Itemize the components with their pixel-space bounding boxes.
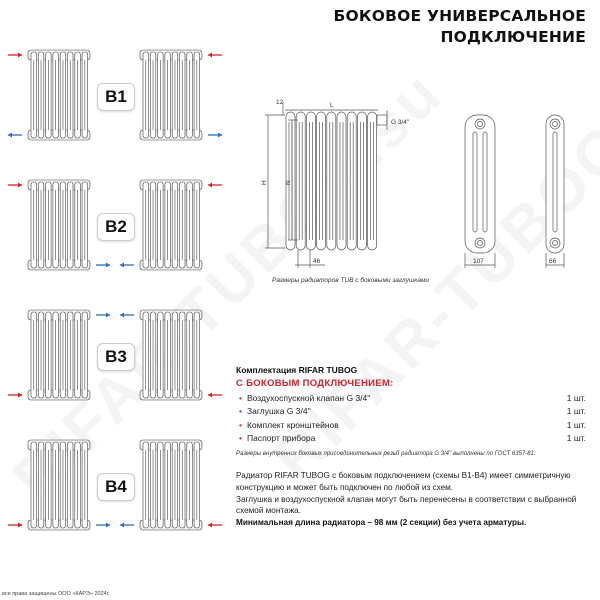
radiator-section: [347, 112, 356, 250]
return-arrow-icon: [96, 263, 110, 268]
radiator: [140, 50, 202, 140]
radiator-section: [317, 112, 326, 250]
scheme-label-b3: B3: [97, 343, 135, 371]
description-p3: Минимальная длина радиатора – 98 мм (2 секции) без учета арматуры.: [236, 518, 527, 528]
supply-arrow-icon: [8, 523, 22, 528]
radiator-section: [368, 112, 377, 250]
kit-item-qty: 1 шт.: [566, 419, 586, 430]
kit-item-qty: 1 шт.: [566, 392, 586, 403]
kit-item-name: Паспорт прибора: [246, 433, 316, 444]
kit-heading: Комплектация RIFAR TUBOG: [236, 365, 358, 375]
radiator-section: [327, 112, 336, 250]
kit-note: Размеры внутренних боковых присоединительных резьб радиатора G 3/4'' выполнены по ГОСТ 6357-81.: [236, 451, 536, 458]
kit-item: [236, 406, 586, 416]
supply-arrow-icon: [208, 393, 222, 398]
return-arrow-icon: [96, 313, 110, 318]
scheme-label-b4: B4: [97, 473, 135, 501]
radiator: [140, 310, 202, 400]
description-p1: Радиатор RIFAR TUBOG с боковым подключением (схемы B1-B4) имеет симметричную конструкцию и может быть подключен по любой из схем.: [236, 471, 571, 492]
bullet-icon: •: [239, 392, 242, 403]
drawing-caption: Размеры радиаторов TUB с боковыми заглушками: [272, 277, 430, 284]
kit-item-name: Воздухоспускной клапан G 3/4'': [246, 392, 371, 403]
technical-drawing: [250, 90, 590, 275]
radiator: [140, 440, 202, 530]
return-arrow-icon: [208, 133, 222, 138]
dim-107: 107: [473, 258, 484, 265]
supply-arrow-icon: [208, 523, 222, 528]
return-arrow-icon: [120, 523, 134, 528]
return-arrow-icon: [120, 313, 134, 318]
supply-arrow-icon: [8, 393, 22, 398]
dim-N: N: [285, 180, 292, 185]
supply-arrow-icon: [208, 183, 222, 188]
return-arrow-icon: [120, 263, 134, 268]
supply-arrow-icon: [208, 53, 222, 58]
bullet-icon: •: [239, 433, 242, 444]
radiator: [28, 440, 90, 530]
radiator: [140, 180, 202, 270]
dim-L: L: [330, 102, 334, 109]
kit-item-qty: 1 шт.: [566, 406, 586, 417]
radiator-section: [306, 112, 315, 250]
kit-subheading: С БОКОВЫМ ПОДКЛЮЧЕНИЕМ:: [236, 378, 394, 389]
kit-item: [236, 420, 586, 430]
bullet-icon: •: [239, 406, 242, 417]
dim-thread: G 3/4'': [391, 119, 410, 126]
dim-12: 12: [276, 99, 284, 106]
return-arrow-icon: [96, 523, 110, 528]
scheme-label-b1: B1: [97, 83, 135, 111]
description-p2: Заглушка и воздухоспускной клапан могут быть перенесены в соответствии с выбранной схемой монтажа.: [236, 494, 577, 516]
radiator-section: [296, 112, 305, 250]
supply-arrow-icon: [8, 53, 22, 58]
radiator-section: [337, 112, 346, 250]
kit-item-name: Комплект кронштейнов: [246, 419, 339, 430]
scheme-label-b2: B2: [97, 213, 135, 241]
kit-item-name: Заглушка G 3/4'': [246, 406, 311, 417]
radiator: [28, 50, 90, 140]
dim-46: 46: [313, 258, 321, 265]
bullet-icon: •: [239, 419, 242, 430]
kit-item: [236, 393, 586, 403]
kit-section: [236, 365, 586, 457]
title-line-2: ПОДКЛЮЧЕНИЕ: [440, 28, 586, 46]
description: [236, 470, 586, 529]
supply-arrow-icon: [8, 183, 22, 188]
kit-item: [236, 433, 586, 443]
kit-item-qty: 1 шт.: [566, 433, 586, 444]
copyright: все права защищены ООО «КАРЭ» 2024г.: [2, 591, 110, 597]
dim-H: H: [261, 180, 268, 185]
radiator: [28, 180, 90, 270]
radiator-section: [357, 112, 366, 250]
page-title: [334, 6, 586, 48]
dim-66: 66: [549, 258, 557, 265]
radiator: [28, 310, 90, 400]
return-arrow-icon: [8, 133, 22, 138]
title-line-1: БОКОВОЕ УНИВЕРСАЛЬНОЕ: [333, 7, 586, 25]
